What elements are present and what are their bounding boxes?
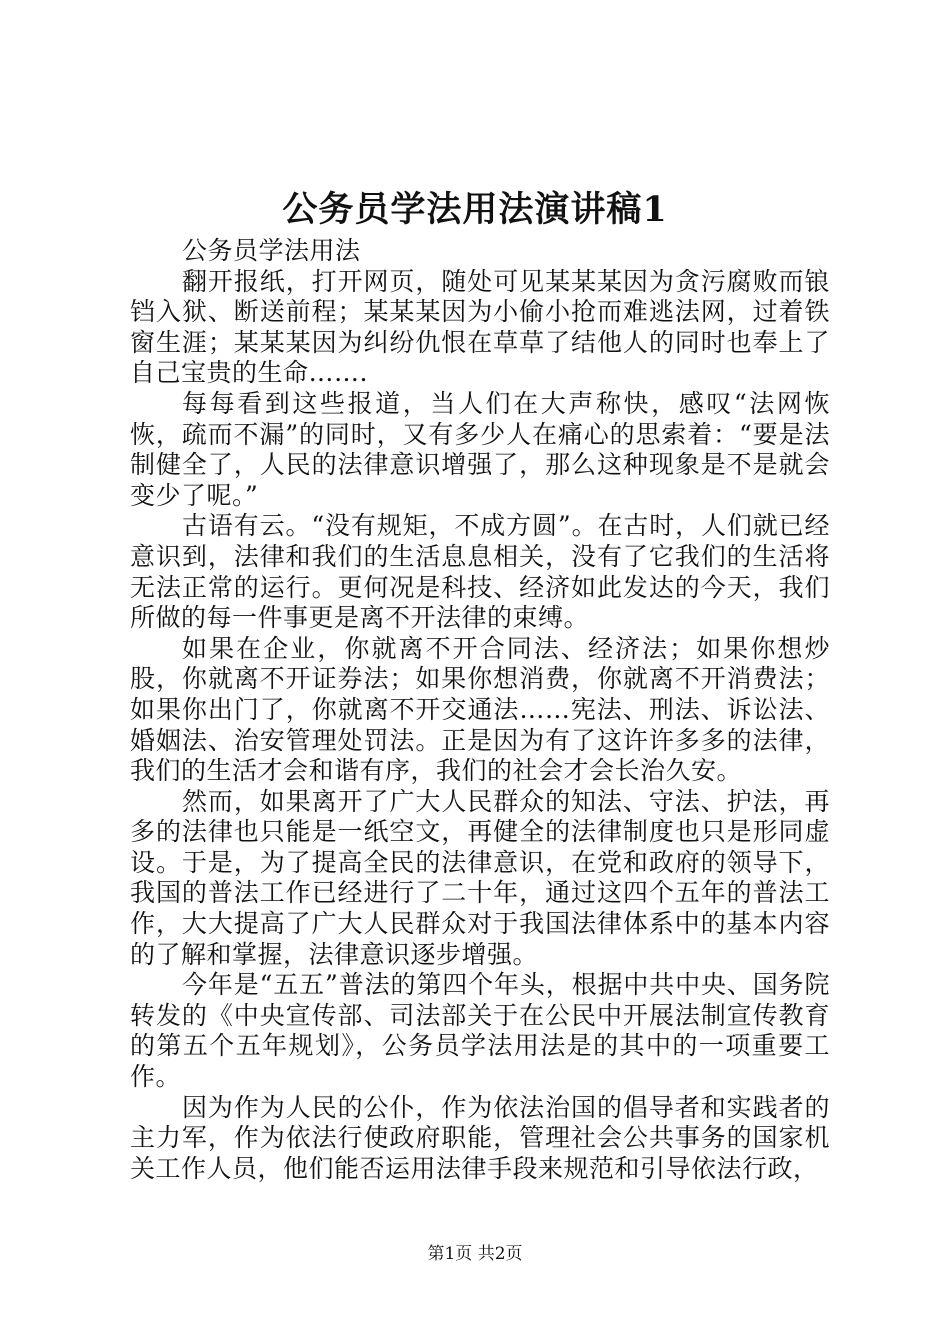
paragraph: 每每看到这些报道，当人们在大声称快，感叹“法网恢恢，疏而不漏”的同时，又有多少人在痛心的思索着：“要是法制健全了，人民的法律意识增强了，那么这种现象是不是就会变少了呢。” bbox=[130, 388, 830, 510]
paragraph: 翻开报纸，打开网页，随处可见某某某因为贪污腐败而锒铛入狱、断送前程；某某某因为小偷小抢而难逃法网，过着铁窗生涯；某某某因为纠纷仇恨在草草了结他人的同时也奉上了自己宝贵的生命……. bbox=[130, 266, 830, 388]
document-title: 公务员学法用法演讲稿1 bbox=[282, 189, 668, 230]
paragraph: 今年是“五五”普法的第四个年头，根据中共中央、国务院转发的《中央宣传部、司法部关于在公民中开展法制宣传教育的第五个五年规划》，公务员学法用法是的其中的一项重要工作。 bbox=[130, 970, 830, 1092]
paragraph: 因为作为人民的公仆，作为依法治国的倡导者和实践者的主力军，作为依法行使政府职能，管理社会公共事务的国家机关工作人员，他们能否运用法律手段来规范和引导依法行政， bbox=[130, 1092, 830, 1183]
paragraph: 如果在企业，你就离不开合同法、经济法；如果你想炒股，你就离不开证券法；如果你想消费，你就离不开消费法；如果你出门了，你就离不开交通法……宪法、刑法、诉讼法、婚姻法、治安管理处罚法。正是因为有了这许许多多的法律，我们的生活才会和谐有序，我们的社会才会长治久安。 bbox=[130, 633, 830, 786]
paragraph: 公务员学法用法 bbox=[182, 236, 361, 265]
paragraph: 然而，如果离开了广大人民群众的知法、守法、护法，再多的法律也只能是一纸空文，再健全的法律制度也只是形同虚设。于是，为了提高全民的法律意识，在党和政府的领导下，我国的普法工作已经进行了二十年，通过这四个五年的普法工作，大大提高了广大人民群众对于我国法律体系中的基本内容的了解和掌握，法律意识逐步增强。 bbox=[130, 786, 830, 969]
page-number-footer: 第1页 共2页 bbox=[427, 1244, 523, 1264]
paragraph: 古语有云。“没有规矩，不成方圆”。在古时，人们就已经意识到，法律和我们的生活息息相关，没有了它我们的生活将无法正常的运行。更何况是科技、经济如此发达的今天，我们所做的每一件事更是离不开法律的束缚。 bbox=[130, 511, 830, 633]
document-body bbox=[130, 236, 830, 1184]
